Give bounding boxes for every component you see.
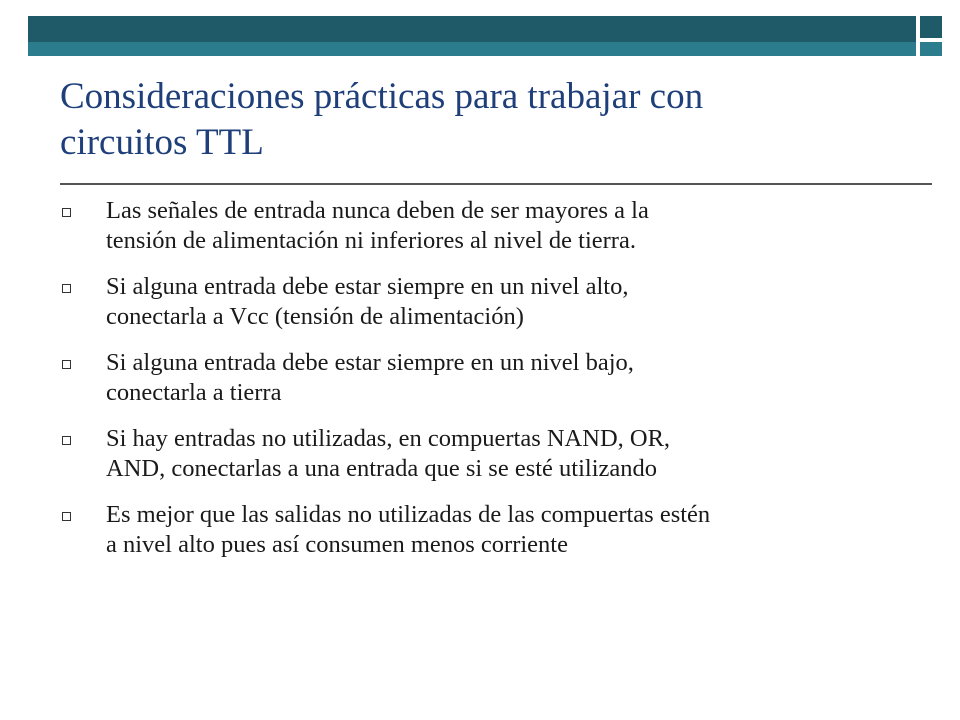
title-divider <box>60 183 932 185</box>
list-item <box>60 424 940 484</box>
bullet-text-line2: a nivel alto pues así consumen menos corriente <box>106 531 568 558</box>
bullet-text-line2: conectarla a Vcc (tensión de alimentación) <box>106 303 524 330</box>
list-item <box>60 348 940 408</box>
header-corner-square <box>920 16 942 38</box>
header-corner-square-light <box>920 42 942 56</box>
list-item <box>60 500 940 560</box>
hollow-square-bullet-icon <box>62 284 71 293</box>
bullet-text-line1: Si hay entradas no utilizadas, en compuertas NAND, OR, <box>106 425 671 452</box>
hollow-square-bullet-icon <box>62 208 71 217</box>
list-item <box>60 196 940 256</box>
bullet-text-line1: Las señales de entrada nunca deben de ser mayores a la <box>106 197 649 224</box>
slide-title-line1: Consideraciones prácticas para trabajar con <box>60 76 704 117</box>
slide-title <box>60 74 920 166</box>
bullet-text-line1: Si alguna entrada debe estar siempre en un nivel bajo, <box>106 349 634 376</box>
hollow-square-bullet-icon <box>62 436 71 445</box>
slide-title-line2: circuitos TTL <box>60 122 264 163</box>
header-bar-dark <box>28 16 916 42</box>
hollow-square-bullet-icon <box>62 512 71 521</box>
bullet-text-line1: Es mejor que las salidas no utilizadas de las compuertas estén <box>106 501 711 528</box>
hollow-square-bullet-icon <box>62 360 71 369</box>
list-item <box>60 272 940 332</box>
header-decoration-bar <box>28 16 942 60</box>
bullet-text-line1: Si alguna entrada debe estar siempre en un nivel alto, <box>106 273 629 300</box>
bullet-text-line2: tensión de alimentación ni inferiores al nivel de tierra. <box>106 227 636 254</box>
bullet-text-line2: conectarla a tierra <box>106 379 282 406</box>
bullet-list <box>60 196 940 576</box>
bullet-text-line2: AND, conectarlas a una entrada que si se esté utilizando <box>106 455 658 482</box>
header-bar-light <box>28 42 916 56</box>
